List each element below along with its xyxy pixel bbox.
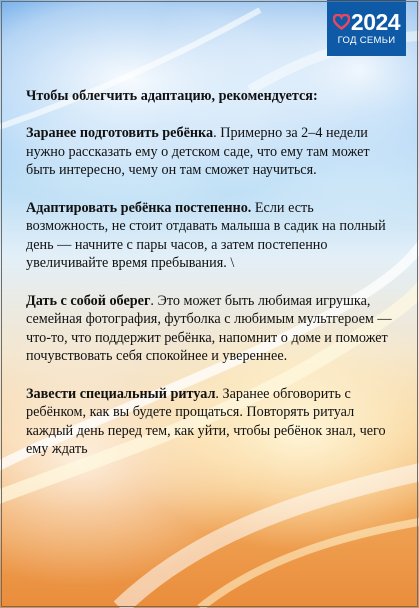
- logo-subtitle: ГОД СЕМЬИ: [337, 35, 396, 46]
- section-lead: Адаптировать ребёнка постепенно.: [26, 199, 252, 216]
- year-of-family-logo: [327, 0, 406, 56]
- section-lead: Дать с собой оберег: [26, 292, 151, 309]
- section-lead: Завести специальный ритуал: [26, 385, 216, 402]
- logo-year-text: 2024: [350, 9, 401, 35]
- section-prepare: [26, 124, 396, 180]
- section-amulet: [26, 292, 396, 366]
- document-body: [26, 87, 396, 477]
- section-text: . Примерно за 2–4 недели нужно рассказать ему о детском саде, что ему там может быть интересно, чему он там сможет научиться.: [26, 125, 370, 179]
- section-gradual: [26, 199, 396, 273]
- section-lead: Заранее подготовить ребёнка: [26, 125, 214, 142]
- document-heading: Чтобы облегчить адаптацию, рекомендуется:: [26, 88, 318, 104]
- heart-icon: [333, 14, 350, 31]
- section-text: Если есть возможность, не стоит отдавать малыша в садик на полный день — начните с пары часов, а затем постепенно увеличивайте время пребывания. \: [26, 199, 386, 272]
- logo-year: [333, 10, 400, 34]
- section-ritual: [26, 385, 396, 459]
- section-text: . Это может быть любимая игрушка, семейная фотография, футболка с любимым мультгероем — что-то, что поддержит ребёнка, напомнит о доме и поможет почувствовать себя спокойнее и увереннее.: [26, 292, 392, 365]
- section-text: . Заранее обговорить с ребёнком, как вы будете прощаться. Повторять ритуал каждый день перед тем, как уйти, чтобы ребёнок знал, чего ему ждать: [26, 385, 386, 458]
